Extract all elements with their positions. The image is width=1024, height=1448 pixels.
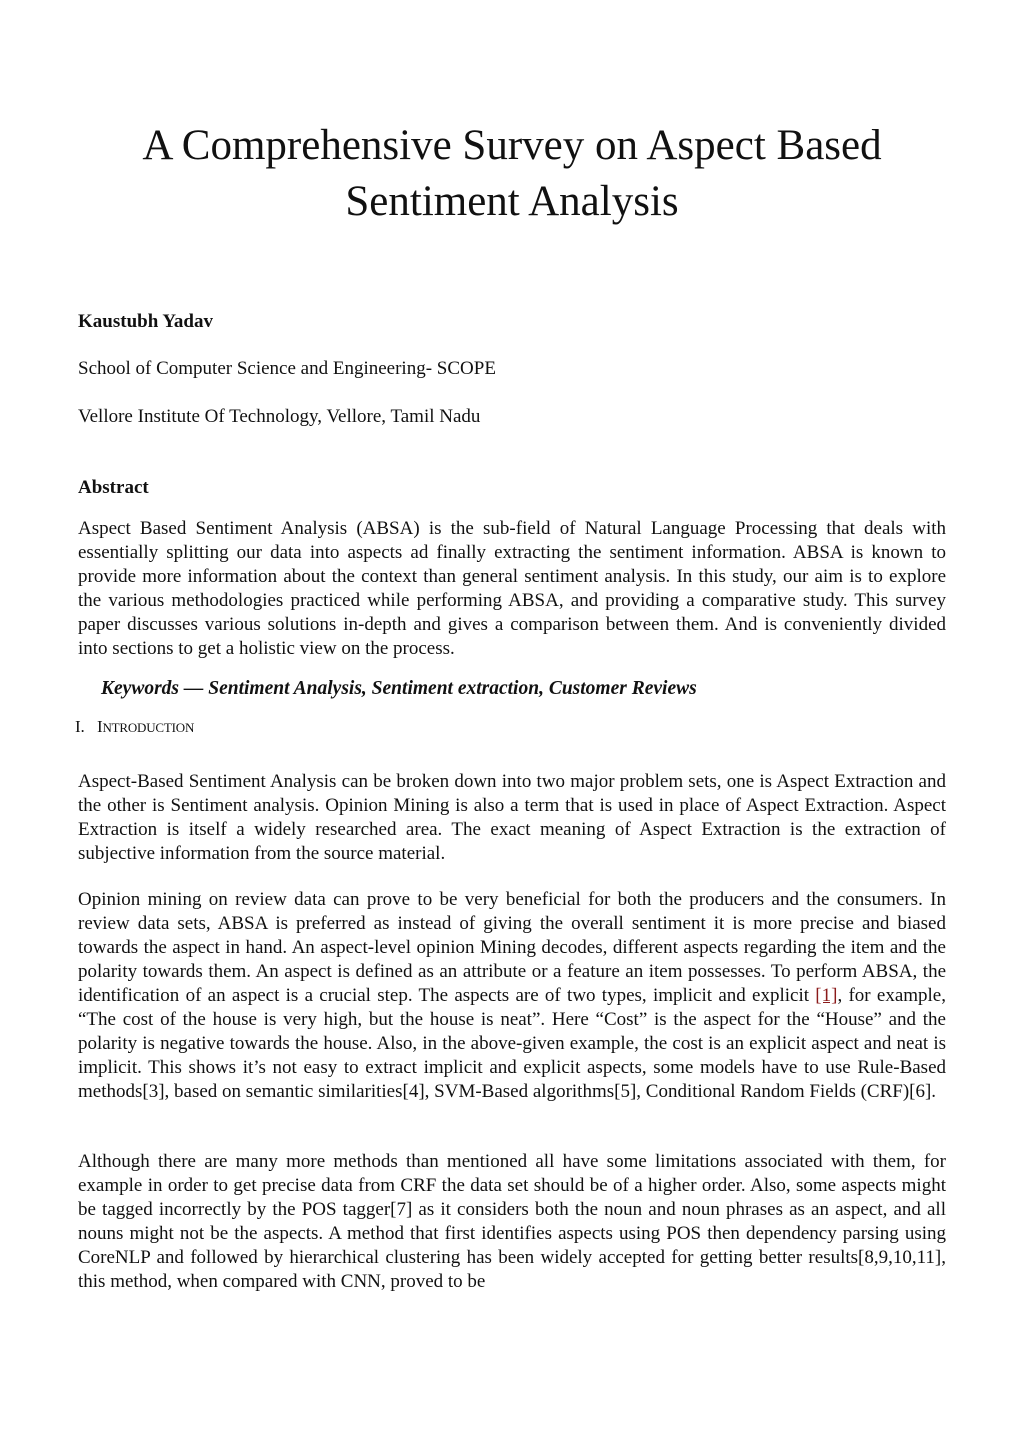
author-name: Kaustubh Yadav bbox=[78, 311, 213, 332]
citation-link-1[interactable]: [1] bbox=[815, 985, 838, 1006]
title-line-1: A Comprehensive Survey on Aspect Based bbox=[142, 122, 882, 169]
section-number: I. bbox=[75, 717, 85, 736]
intro-paragraph-2 bbox=[78, 888, 946, 1104]
affiliation-school: School of Computer Science and Engineering- SCOPE bbox=[78, 358, 496, 379]
abstract-heading: Abstract bbox=[78, 477, 149, 498]
section-heading-introduction bbox=[75, 716, 194, 739]
paper-title bbox=[0, 118, 1024, 230]
section-title-rest: NTRODUCTION bbox=[102, 720, 195, 735]
title-line-2: Sentiment Analysis bbox=[345, 178, 679, 225]
abstract-body: Aspect Based Sentiment Analysis (ABSA) is the sub-field of Natural Language Processing that deals with essentially splitting our data into aspects ad finally extracting the sentiment information. ABSA is known to provide more information about the context than general sentiment analysis. In this study, our aim is to explore the various methodologies practiced while performing ABSA, and providing a comparative study. This survey paper discusses various solutions in-depth and gives a comparison between them. And is conveniently divided into sections to get a holistic view on the process. bbox=[78, 518, 946, 659]
paragraph-text: , for example, “The cost of the house is very high, but the house is neat”. Here “Cost” is the aspect for the “House” and the polarity is negative towards the house. Also, in the above-given example, the cost is an explicit aspect and neat is implicit. This shows it’s not easy to extract implicit and explicit aspects, some models have to use Rule-Based methods[3], based on semantic similarities[4], SVM-Based algorithms[5], Conditional Random Fields (CRF)[6]. bbox=[78, 985, 946, 1102]
intro-paragraph-3: Although there are many more methods than mentioned all have some limitations associated with them, for example in order to get precise data from CRF the data set should be of a higher order. Also, some aspects might be tagged incorrectly by the POS tagger[7] as it considers both the noun and noun phrases as an aspect, and all nouns might not be the aspects. A method that first identifies aspects using POS then dependency parsing using CoreNLP and followed by hierarchical clustering has been widely accepted for getting better results[8,9,10,11], this method, when compared with CNN, proved to be bbox=[78, 1151, 946, 1292]
affiliation-institute: Vellore Institute Of Technology, Vellore, Tamil Nadu bbox=[78, 406, 481, 427]
intro-paragraph-1: Aspect-Based Sentiment Analysis can be broken down into two major problem sets, one is Aspect Extraction and the other is Sentiment analysis. Opinion Mining is also a term that is used in place of Aspect Extraction. Aspect Extraction is itself a widely researched area. The exact meaning of Aspect Extraction is the extraction of subjective information from the source material. bbox=[78, 771, 946, 864]
keywords-line: Keywords — Sentiment Analysis, Sentiment extraction, Customer Reviews bbox=[101, 678, 697, 699]
section-title-initial: I bbox=[97, 717, 103, 736]
paragraph-text: Opinion mining on review data can prove to be very beneficial for both the producers and the consumers. In review data sets, ABSA is preferred as instead of giving the overall sentiment it is more precise and biased towards the aspect in hand. An aspect-level opinion Mining decodes, different aspects regarding the item and the polarity towards them. An aspect is defined as an attribute or a feature an item possesses. To perform ABSA, the identification of an aspect is a crucial step. The aspects are of two types, implicit and explicit bbox=[78, 889, 946, 1006]
